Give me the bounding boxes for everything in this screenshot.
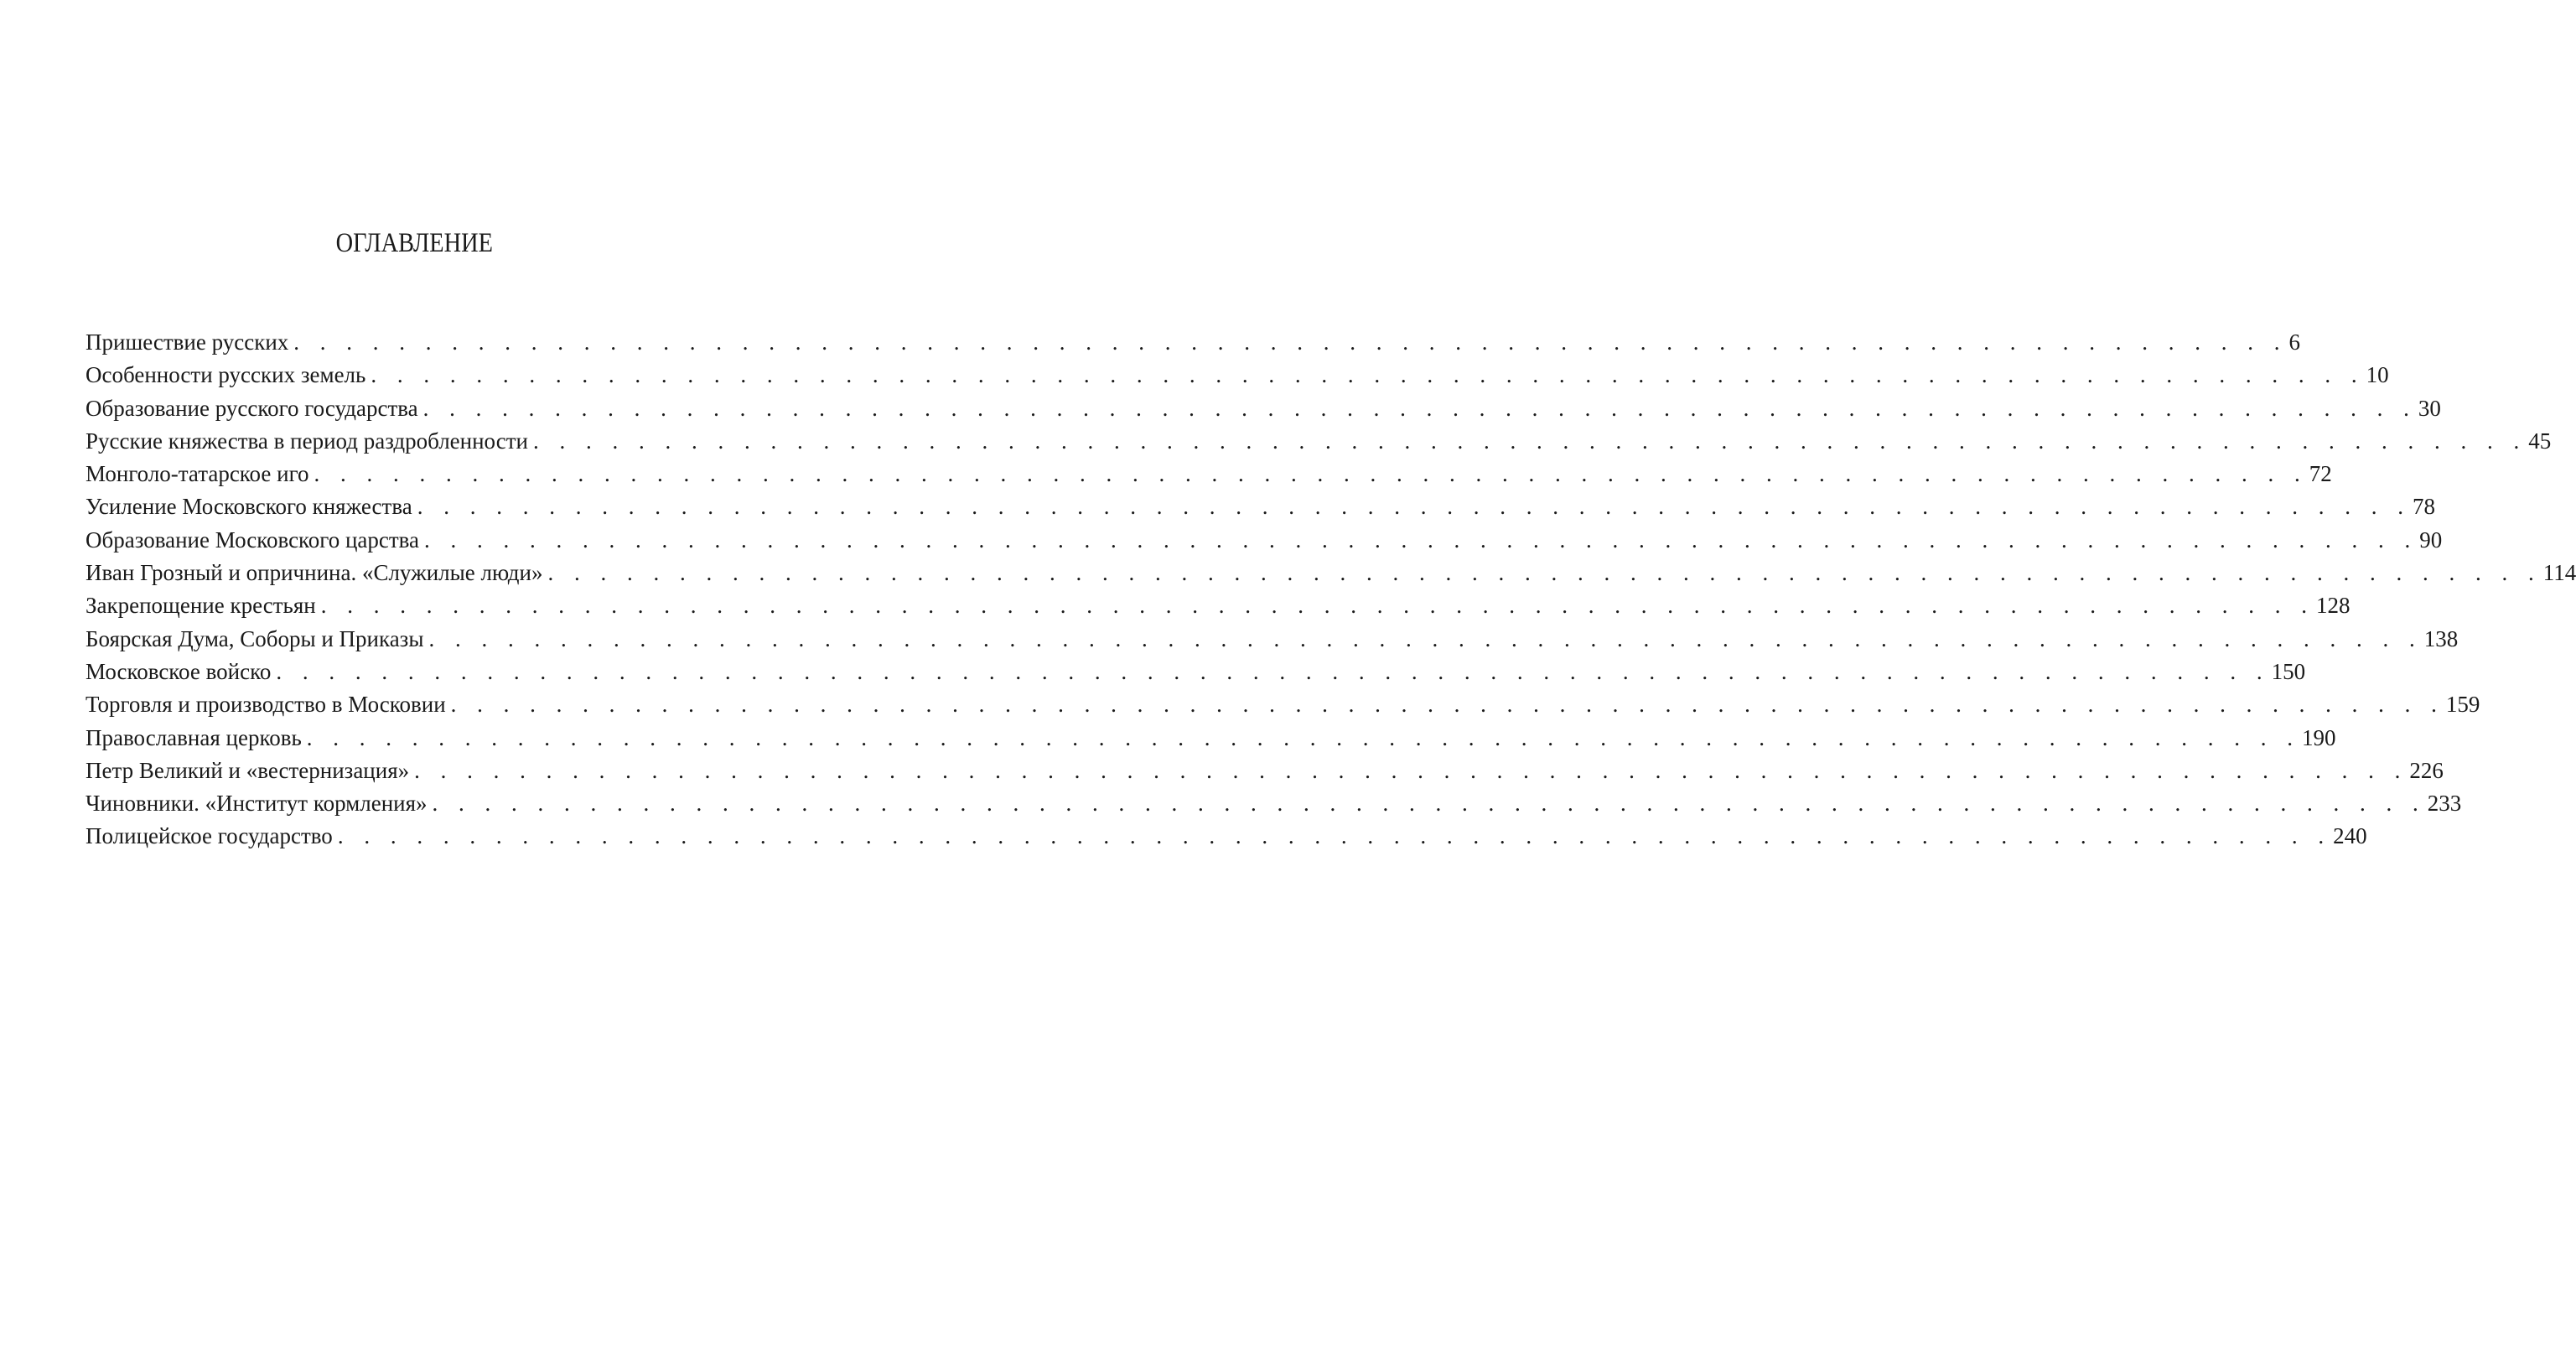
toc-entry[interactable] [86,755,2444,787]
toc-entry[interactable] [86,820,2367,853]
toc-entry-page-number: 10 [2366,362,2389,388]
toc-entry[interactable] [86,656,2306,688]
toc-entry-page-number: 45 [2528,428,2552,454]
toc-entry-title: Образование Московского царства [86,527,420,552]
toc-entry-page-number: 240 [2333,823,2367,849]
toc-entry-title: Закрепощение крестьян [86,593,316,619]
toc-entry-page-number: 150 [2271,658,2306,684]
toc-entry[interactable] [86,623,2459,656]
toc-entry-title: Петр Великий и «вестернизация» [86,757,410,783]
toc-entry-title: Православная церковь [86,724,302,750]
toc-entry-page-number: 30 [2418,395,2441,421]
toc-entry-page-number: 6 [2288,329,2301,355]
toc-leader-dots: . . . . . . . . . . . . . . . . . . . . . . . . . . . . . . . . . . . . . . . . . . . . . . . . . . . . . . . . . . . . . . . . . . . . . . . . . . . . [276,658,2270,684]
toc-entry[interactable] [86,458,2332,490]
toc-entry[interactable] [86,326,2301,359]
toc-leader-dots: . . . . . . . . . . . . . . . . . . . . . . . . . . . . . . . . . . . . . . . . . . . . . . . . . . . . . . . . . . . . . . . . . . . . . . . . . . . . [314,461,2308,487]
toc-entry[interactable] [86,490,2435,523]
toc-entry-page-number: 159 [2445,692,2480,718]
toc-entry-title: Боярская Дума, Соборы и Приказы [86,625,424,651]
toc-entry-title: Чиновники. «Институт кормления» [86,791,428,817]
toc-entry-title: Московское войско [86,658,272,684]
toc-entry-page-number: 128 [2315,593,2351,619]
toc-leader-dots: . . . . . . . . . . . . . . . . . . . . . . . . . . . . . . . . . . . . . . . . . . . . . . . . . . . . . . . . . . . . . . . . . . . . . . . . . . . . [532,428,2527,454]
toc-entry-page-number: 72 [2309,461,2332,487]
toc-entry-page-number: 78 [2412,494,2435,520]
toc-entry-page-number: 90 [2419,527,2443,552]
toc-entry-page-number: 138 [2423,625,2459,651]
toc-entry-page-number: 226 [2409,757,2444,783]
toc-entry-title: Полицейское государство [86,823,333,849]
toc-entry[interactable] [86,688,2480,721]
toc-entry-title: Пришествие русских [86,329,289,355]
table-of-contents [86,326,2576,853]
toc-leader-dots: . . . . . . . . . . . . . . . . . . . . . . . . . . . . . . . . . . . . . . . . . . . . . . . . . . . . . . . . . . . . . . . . . . . . . . . . . . . . [306,724,2301,750]
toc-leader-dots: . . . . . . . . . . . . . . . . . . . . . . . . . . . . . . . . . . . . . . . . . . . . . . . . . . . . . . . . . . . . . . . . . . . . . . . . . . . . [547,560,2542,586]
toc-entry-title: Особенности русских земель [86,362,366,388]
toc-entry-page-number: 190 [2302,724,2336,750]
toc-leader-dots: . . . . . . . . . . . . . . . . . . . . . . . . . . . . . . . . . . . . . . . . . . . . . . . . . . . . . . . . . . . . . . . . . . . . . . . . . . . . [422,395,2417,421]
toc-entry[interactable] [86,425,2552,458]
toc-entry-page-number: 114 [2542,560,2576,586]
toc-leader-dots: . . . . . . . . . . . . . . . . . . . . . . . . . . . . . . . . . . . . . . . . . . . . . . . . . . . . . . . . . . . . . . . . . . . . . . . . . . . . [293,329,2288,355]
toc-leader-dots: . . . . . . . . . . . . . . . . . . . . . . . . . . . . . . . . . . . . . . . . . . . . . . . . . . . . . . . . . . . . . . . . . . . . . . . . . . . . [450,692,2444,718]
toc-entry[interactable] [86,589,2351,622]
toc-leader-dots: . . . . . . . . . . . . . . . . . . . . . . . . . . . . . . . . . . . . . . . . . . . . . . . . . . . . . . . . . . . . . . . . . . . . . . . . . . . . [432,791,2426,817]
toc-entry[interactable] [86,787,2462,820]
toc-leader-dots: . . . . . . . . . . . . . . . . . . . . . . . . . . . . . . . . . . . . . . . . . . . . . . . . . . . . . . . . . . . . . . . . . . . . . . . . . . . . [428,625,2423,651]
toc-entry[interactable] [86,359,2389,392]
toc-leader-dots: . . . . . . . . . . . . . . . . . . . . . . . . . . . . . . . . . . . . . . . . . . . . . . . . . . . . . . . . . . . . . . . . . . . . . . . . . . . . [424,527,2418,552]
toc-entry-title: Торговля и производство в Московии [86,692,446,718]
toc-entry-page-number: 233 [2427,791,2462,817]
toc-leader-dots: . . . . . . . . . . . . . . . . . . . . . . . . . . . . . . . . . . . . . . . . . . . . . . . . . . . . . . . . . . . . . . . . . . . . . . . . . . . . [371,362,2365,388]
toc-leader-dots: . . . . . . . . . . . . . . . . . . . . . . . . . . . . . . . . . . . . . . . . . . . . . . . . . . . . . . . . . . . . . . . . . . . . . . . . . . . . [337,823,2332,849]
toc-entry[interactable] [86,524,2443,557]
toc-leader-dots: . . . . . . . . . . . . . . . . . . . . . . . . . . . . . . . . . . . . . . . . . . . . . . . . . . . . . . . . . . . . . . . . . . . . . . . . . . . . [320,593,2314,619]
toc-leader-dots: . . . . . . . . . . . . . . . . . . . . . . . . . . . . . . . . . . . . . . . . . . . . . . . . . . . . . . . . . . . . . . . . . . . . . . . . . . . . [417,494,2411,520]
toc-entry[interactable] [86,557,2576,589]
page-title: ОГЛАВЛЕНИЕ [335,228,493,258]
toc-entry-title: Русские княжества в период раздробленности [86,428,528,454]
toc-leader-dots: . . . . . . . . . . . . . . . . . . . . . . . . . . . . . . . . . . . . . . . . . . . . . . . . . . . . . . . . . . . . . . . . . . . . . . . . . . . . [414,757,2408,783]
toc-entry[interactable] [86,722,2336,755]
toc-entry-title: Монголо-татарское иго [86,461,309,487]
toc-entry-title: Иван Грозный и опричнина. «Служилые люди» [86,560,543,586]
toc-entry-title: Усиление Московского княжества [86,494,412,520]
toc-entry-title: Образование русского государства [86,395,418,421]
toc-entry[interactable] [86,392,2441,425]
